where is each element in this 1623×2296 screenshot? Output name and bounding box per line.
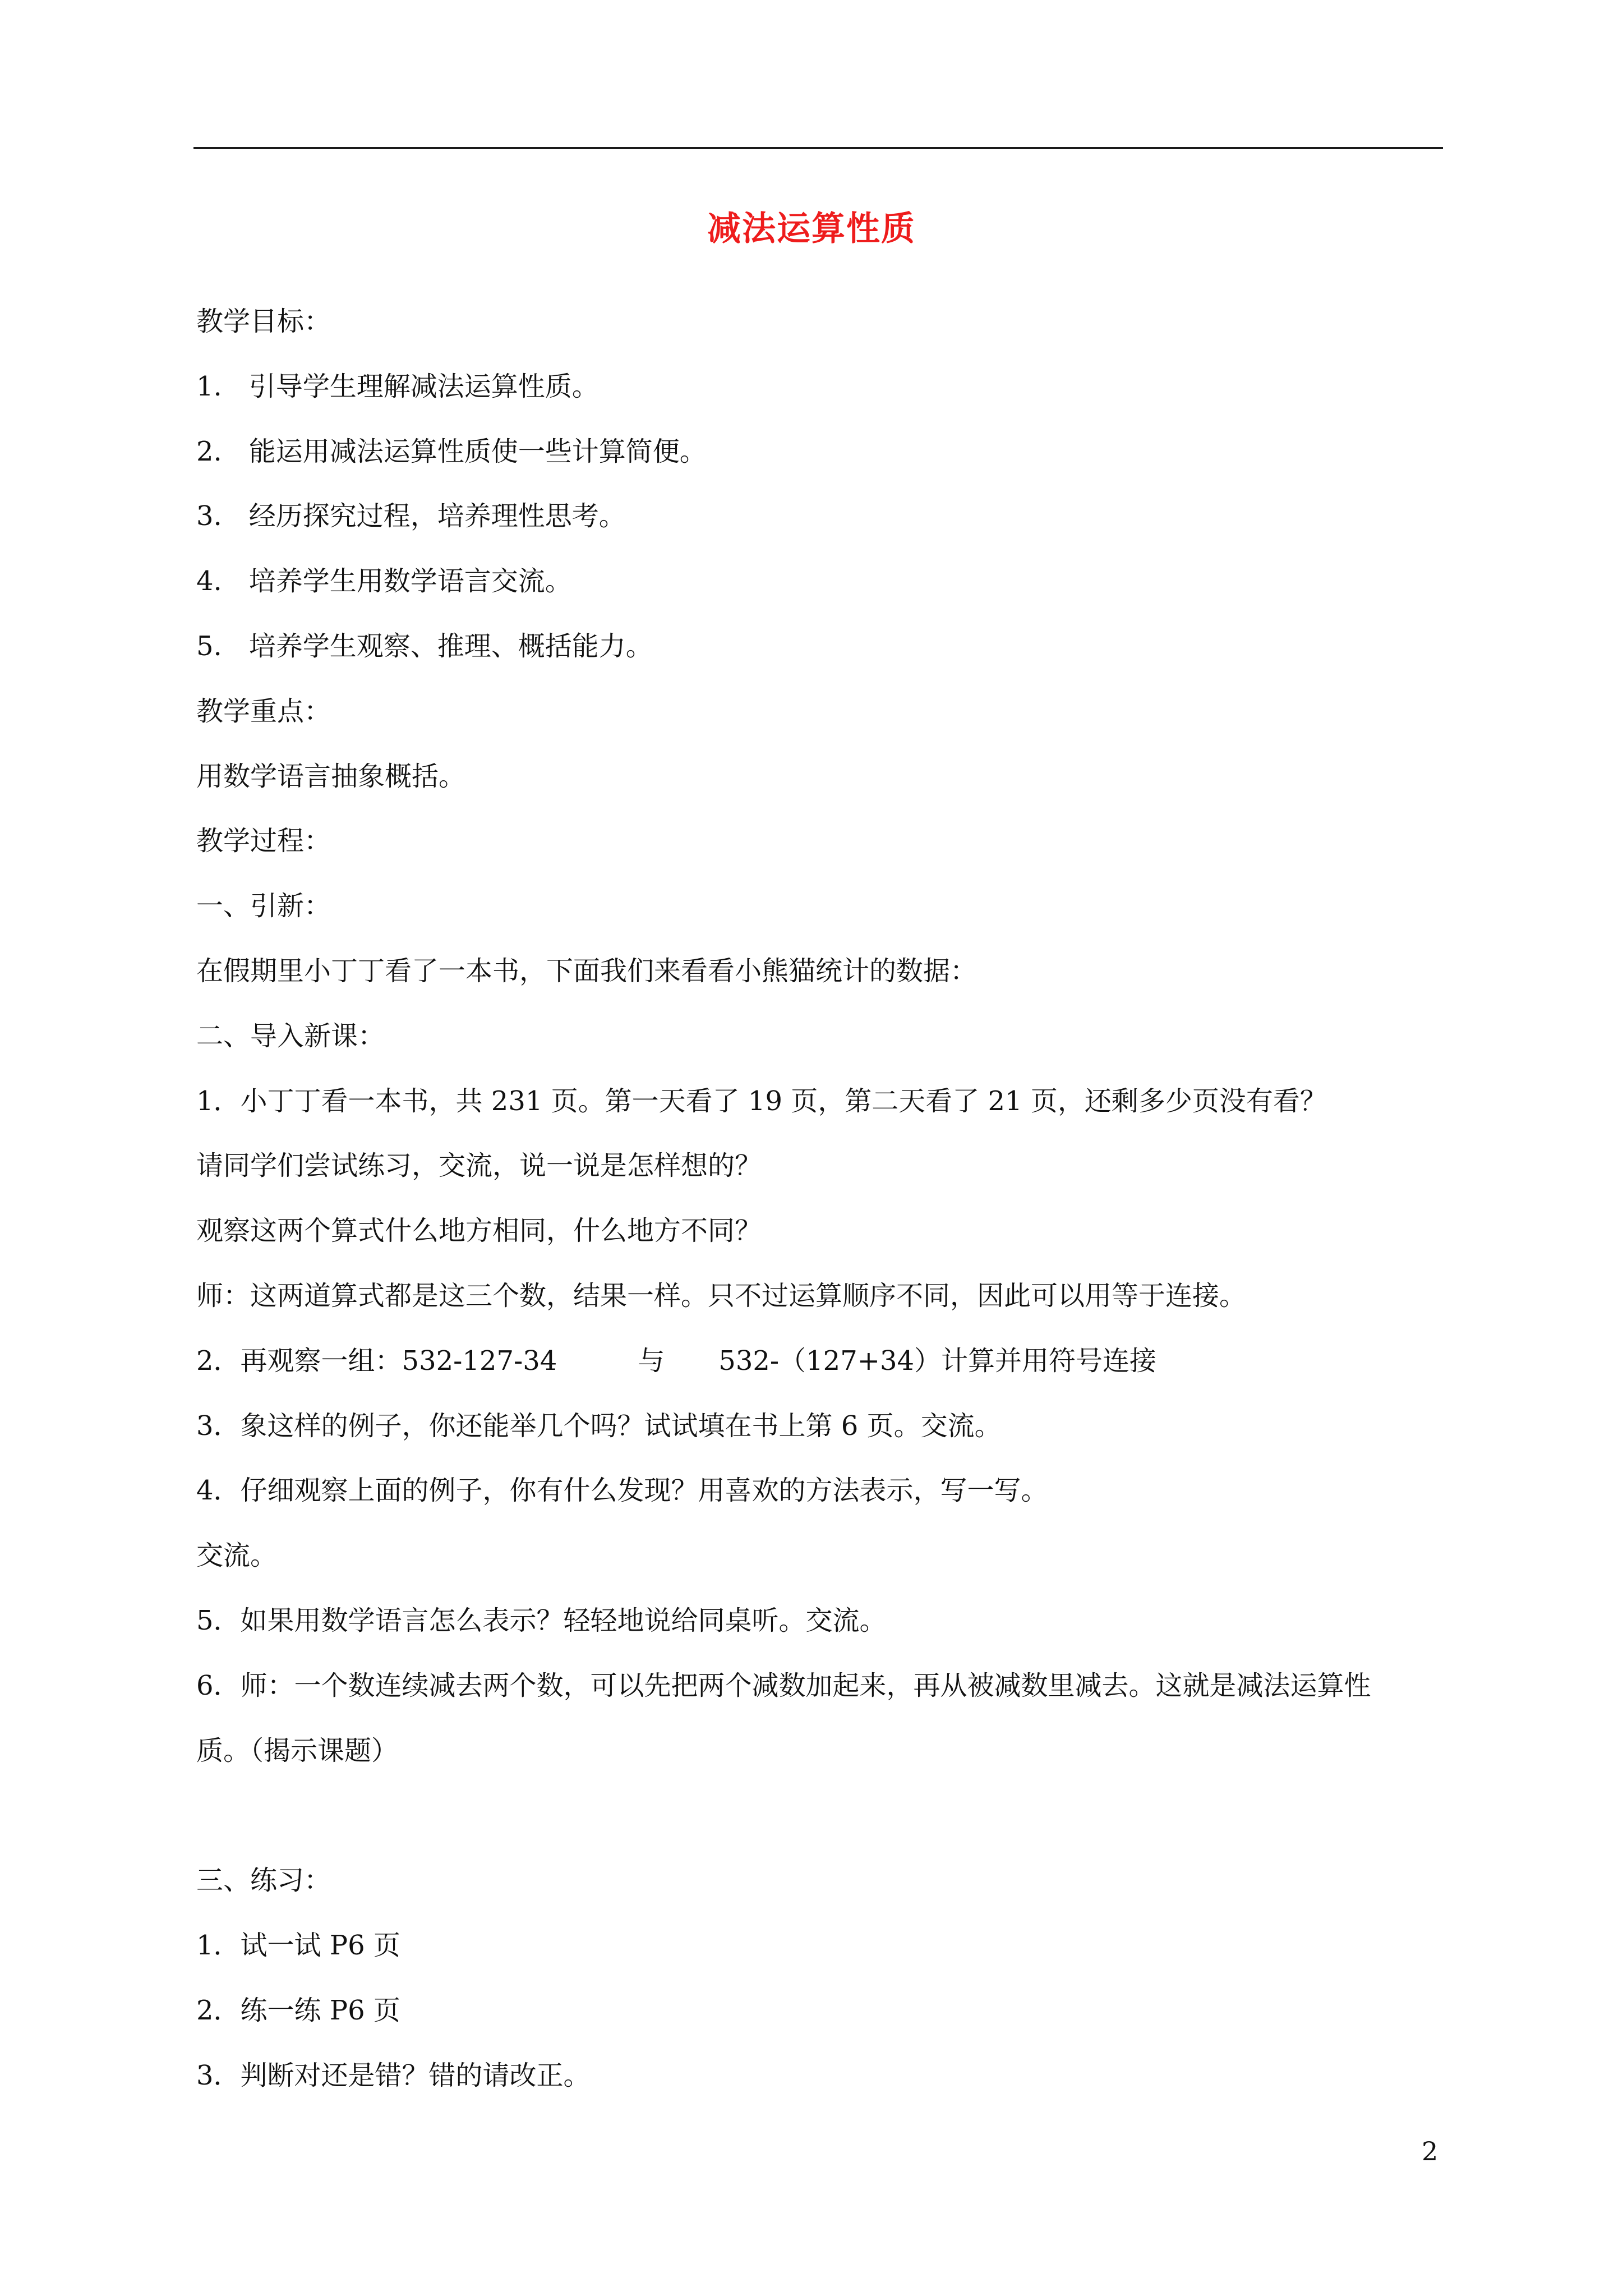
objective-item: 3. 经历探究过程，培养理性思考。 xyxy=(196,500,626,532)
page-number: 2 xyxy=(1422,2136,1438,2166)
section-heading-objectives: 教学目标： xyxy=(196,306,331,337)
lesson-step: 6．师：一个数连续减去两个数，可以先把两个减数加起来，再从被减数里减去。这就是减法运算性 xyxy=(196,1669,1371,1701)
paragraph: 交流。 xyxy=(196,1540,278,1572)
paragraph: 观察这两个算式什么地方相同，什么地方不同？ xyxy=(196,1215,762,1247)
subsection-heading-new-lesson: 二、导入新课： xyxy=(196,1020,385,1052)
paragraph: 请同学们尝试练习，交流，说一说是怎样想的？ xyxy=(196,1150,762,1182)
subsection-heading-practice: 三、练习： xyxy=(196,1865,331,1897)
document-body xyxy=(196,289,1444,2108)
key-point-text: 用数学语言抽象概括。 xyxy=(196,760,466,792)
practice-item: 2．练一练 P6 页 xyxy=(196,1994,400,2026)
document-title: 减法运算性质 xyxy=(707,209,916,249)
lesson-step: 5．如果用数学语言怎么表示？轻轻地说给同桌听。交流。 xyxy=(196,1604,887,1636)
section-heading-process: 教学过程： xyxy=(196,825,331,857)
lesson-step: 1．小丁丁看一本书，共 231 页。第一天看了 19 页，第二天看了 21 页，还剩多少页没有看？ xyxy=(196,1085,1327,1117)
lesson-step-continuation: 质。（揭示课题） xyxy=(196,1734,399,1766)
lesson-step: 2．再观察一组：532-127-34 与 532-（127+34）计算并用符号连接 xyxy=(196,1345,1157,1377)
paragraph: 在假期里小丁丁看了一本书，下面我们来看看小熊猫统计的数据： xyxy=(196,955,978,987)
objective-item: 1. 引导学生理解减法运算性质。 xyxy=(196,370,599,402)
objective-item: 4. 培养学生用数学语言交流。 xyxy=(196,565,572,597)
practice-item: 3．判断对还是错？错的请改正。 xyxy=(196,2059,591,2091)
objective-item: 2. 能运用减法运算性质使一些计算简便。 xyxy=(196,435,707,467)
objective-item: 5. 培养学生观察、推理、概括能力。 xyxy=(196,630,653,662)
lesson-step: 4．仔细观察上面的例子，你有什么发现？用喜欢的方法表示，写一写。 xyxy=(196,1475,1048,1507)
section-heading-key-point: 教学重点： xyxy=(196,695,331,727)
paragraph: 师：这两道算式都是这三个数，结果一样。只不过运算顺序不同，因此可以用等于连接。 xyxy=(196,1280,1247,1312)
subsection-heading-intro: 一、引新： xyxy=(196,890,331,922)
practice-item: 1．试一试 P6 页 xyxy=(196,1929,400,1961)
header-rule xyxy=(193,147,1443,149)
lesson-step: 3．象这样的例子，你还能举几个吗？试试填在书上第 6 页。交流。 xyxy=(196,1410,1002,1442)
